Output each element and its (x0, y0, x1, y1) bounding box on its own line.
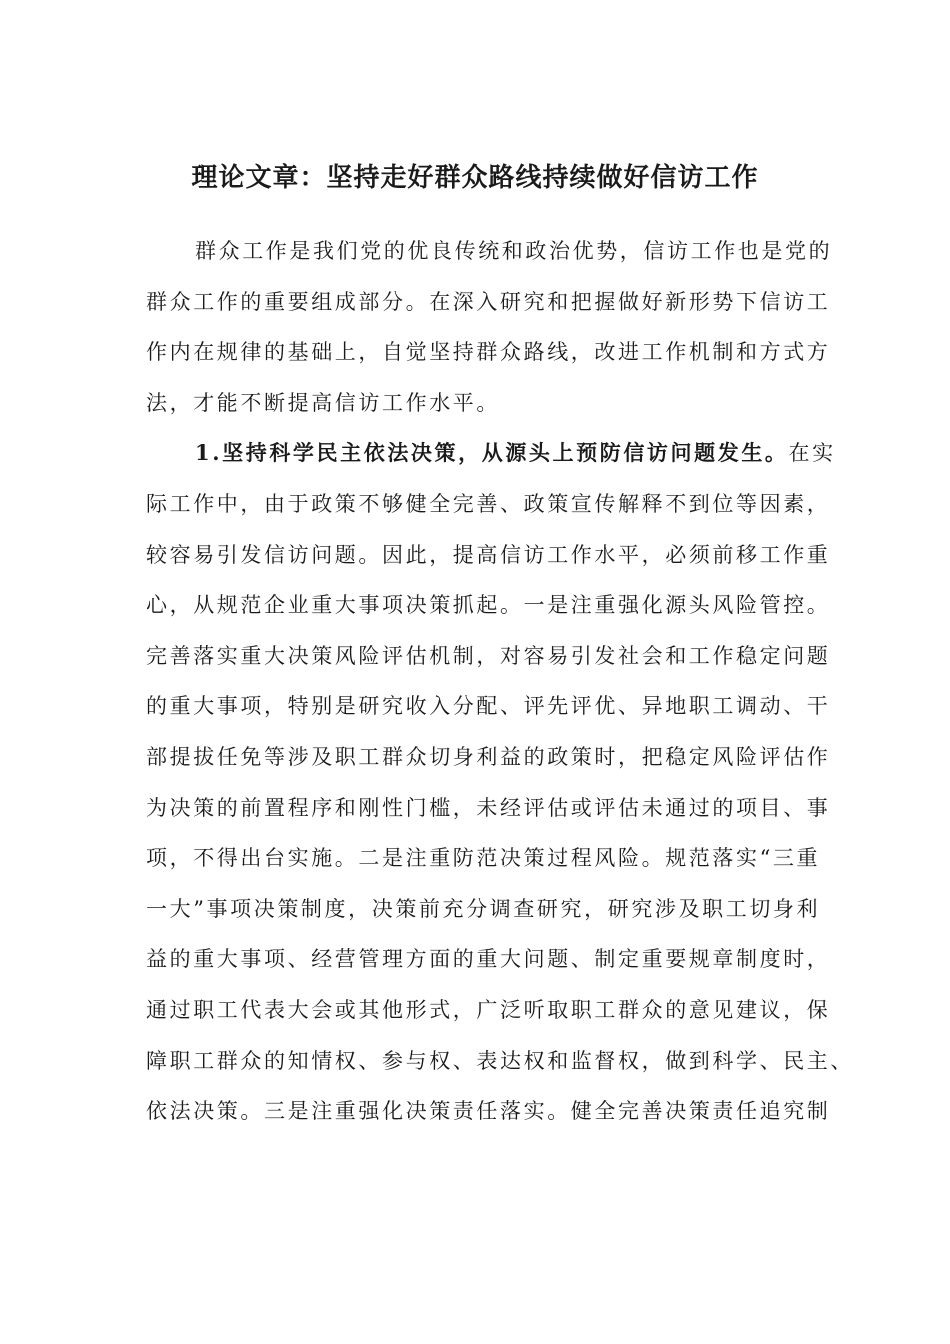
section-line: 项，不得出台实施。二是注重防范决策过程风险。规范落实“三重 (146, 846, 821, 871)
section-line: 一大”事项决策制度，决策前充分调查研究，研究涉及职工切身利 (146, 896, 821, 921)
section-line: 益的重大事项、经营管理方面的重大问题、制定重要规章制度时， (146, 947, 831, 972)
section-line: 较容易引发信访问题。因此，提高信访工作水平，必须前移工作重 (146, 542, 831, 567)
intro-line: 作内在规律的基础上，自觉坚持群众路线，改进工作机制和方式方 (146, 340, 831, 365)
section-heading-line (146, 436, 836, 487)
intro-line: 群众工作的重要组成部分。在深入研究和把握做好新形势下信访工 (146, 289, 831, 314)
section-heading-tail: 在实 (788, 441, 836, 466)
document-title: 理论文章：坚持走好群众路线持续做好信访工作 (191, 163, 759, 193)
intro-line: 法，才能不断提高信访工作水平。 (146, 390, 500, 415)
section-line: 为决策的前置程序和刚性门槛，未经评估或评估未通过的项目、事 (146, 795, 831, 820)
document-body (146, 234, 854, 1145)
section-heading: 1.坚持科学民主依法决策，从源头上预防信访问题发生。 (195, 440, 789, 466)
section-line: 部提拔任免等涉及职工群众切身利益的政策时，把稳定风险评估作 (146, 744, 831, 769)
section-line: 障职工群众的知情权、参与权、表达权和监督权，做到科学、民主、 (146, 1048, 854, 1073)
section-line: 心，从规范企业重大事项决策抓起。一是注重强化源头风险管控。 (146, 593, 831, 618)
intro-line: 群众工作是我们党的优良传统和政治优势，信访工作也是党的 (195, 239, 833, 263)
section-line: 际工作中，由于政策不够健全完善、政策宣传解释不到位等因素， (146, 491, 831, 516)
section-line: 的重大事项，特别是研究收入分配、评先评优、异地职工调动、干 (146, 694, 831, 719)
section-line: 依法决策。三是注重强化决策责任落实。健全完善决策责任追究制 (146, 1099, 831, 1124)
section-line: 通过职工代表大会或其他形式，广泛听取职工群众的意见建议，保 (146, 997, 831, 1022)
section-line: 完善落实重大决策风险评估机制，对容易引发社会和工作稳定问题 (146, 643, 831, 668)
